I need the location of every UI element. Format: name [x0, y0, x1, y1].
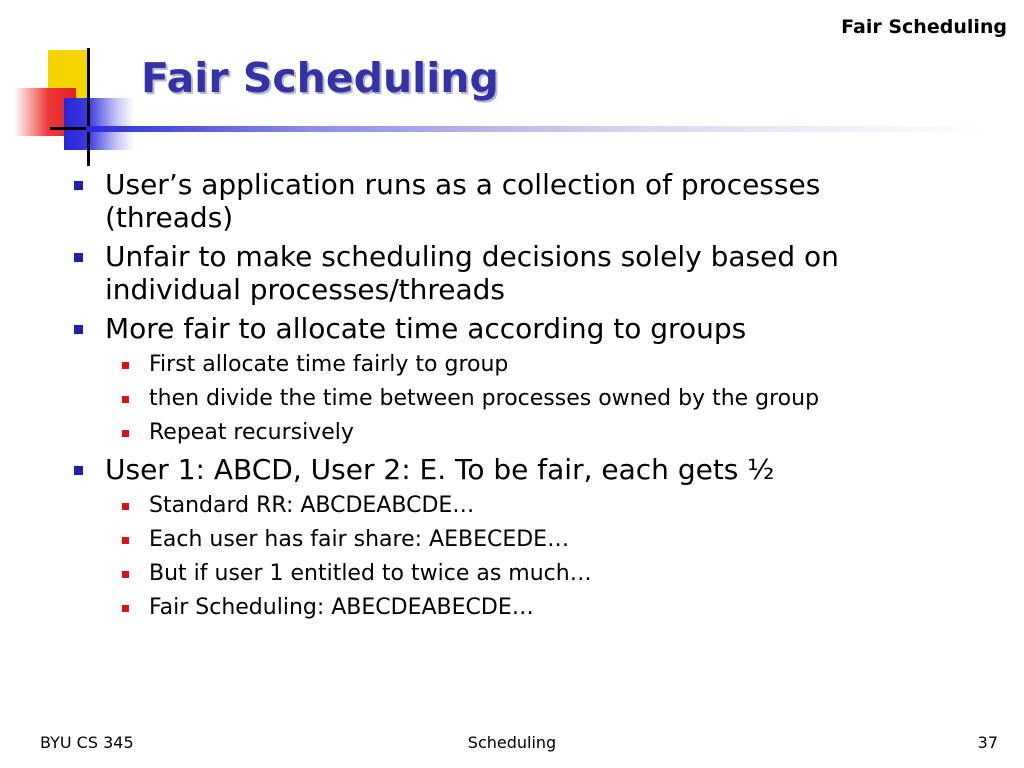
square-bullet-icon	[122, 362, 129, 369]
logo-blue-square	[64, 98, 134, 150]
bullet-item	[74, 240, 934, 306]
square-bullet-icon	[74, 181, 83, 190]
footer-page-number: 37	[977, 733, 998, 752]
bullet-text: User 1: ABCD, User 2: E. To be fair, each gets ½	[105, 453, 775, 486]
bullet-text: User’s application runs as a collection of processes (threads)	[105, 168, 821, 234]
square-bullet-icon	[122, 537, 129, 544]
footer-course: BYU CS 345	[40, 733, 134, 752]
square-bullet-icon	[74, 466, 83, 475]
sub-bullet-list	[74, 492, 934, 622]
logo-vertical-line	[87, 48, 90, 166]
sub-bullet-text: But if user 1 entitled to twice as much…	[149, 561, 592, 586]
sub-bullet-item	[118, 526, 934, 554]
square-bullet-icon	[122, 430, 129, 437]
footer-topic: Scheduling	[467, 733, 557, 752]
slide-logo	[0, 0, 140, 170]
title-underline	[86, 126, 986, 132]
sub-bullet-item	[118, 560, 934, 588]
slide-content	[74, 168, 934, 628]
sub-bullet-item	[118, 492, 934, 520]
square-bullet-icon	[122, 396, 129, 403]
square-bullet-icon	[122, 605, 129, 612]
sub-bullet-item	[118, 594, 934, 622]
square-bullet-icon	[74, 253, 83, 262]
sub-bullet-text: Fair Scheduling: ABECDEABECDE…	[149, 595, 534, 620]
sub-bullet-item	[118, 419, 934, 447]
bullet-item	[74, 168, 934, 234]
sub-bullet-text: then divide the time between processes owned by the group	[149, 386, 820, 411]
sub-bullet-text: First allocate time fairly to group	[149, 352, 509, 377]
bullet-text: Unfair to make scheduling decisions solely based on individual processes/threads	[105, 240, 839, 306]
sub-bullet-list	[74, 351, 934, 447]
sub-bullet-item	[118, 385, 934, 413]
sub-bullet-text: Standard RR: ABCDEABCDE…	[149, 493, 475, 518]
square-bullet-icon	[122, 503, 129, 510]
header-title: Fair Scheduling	[841, 16, 1007, 38]
square-bullet-icon	[74, 325, 83, 334]
sub-bullet-item	[118, 351, 934, 379]
sub-bullet-text: Each user has fair share: AEBECEDE…	[149, 527, 570, 552]
sub-bullet-text: Repeat recursively	[149, 420, 354, 445]
bullet-item	[74, 453, 934, 486]
square-bullet-icon	[122, 571, 129, 578]
bullet-item	[74, 312, 934, 345]
bullet-text: More fair to allocate time according to groups	[105, 312, 747, 345]
slide-title: Fair Scheduling	[141, 54, 499, 102]
